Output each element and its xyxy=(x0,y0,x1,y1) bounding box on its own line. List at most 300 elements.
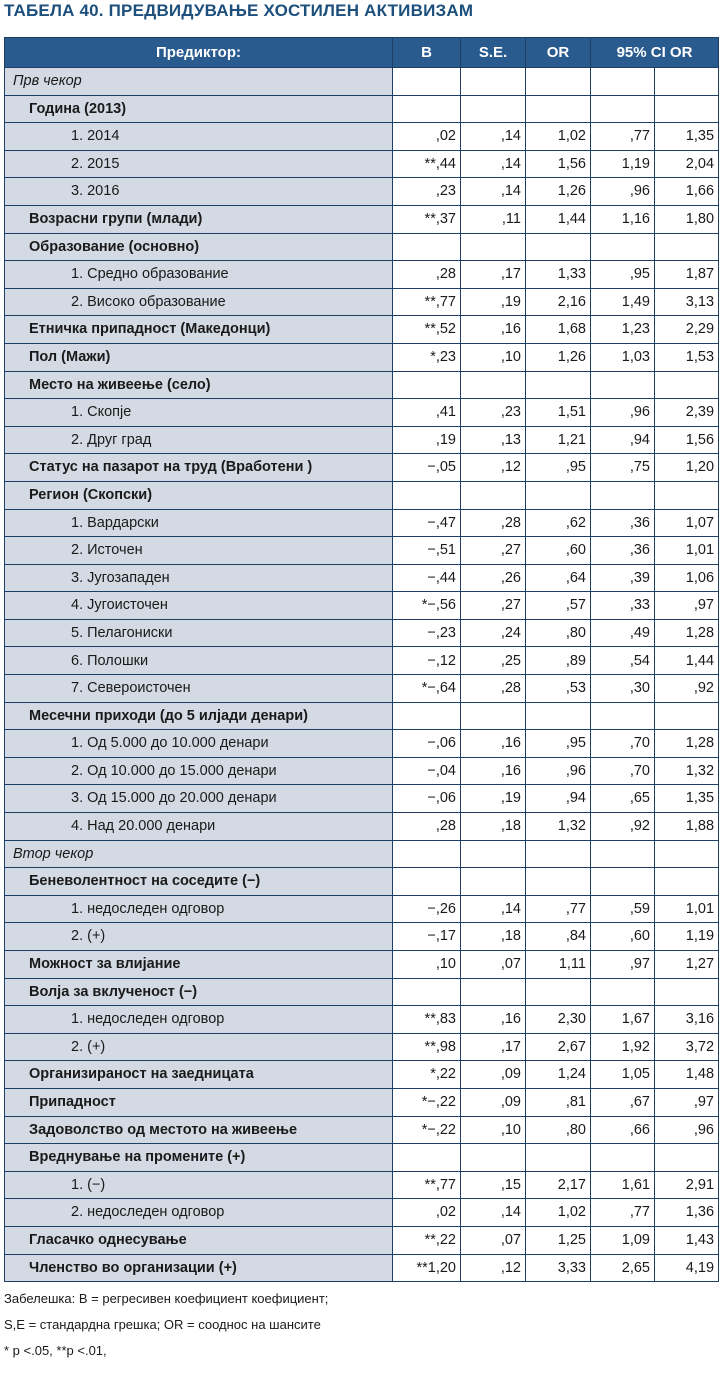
predictor-group-label: Регион (Скопски) xyxy=(5,481,393,509)
cell-se: ,12 xyxy=(461,1254,526,1282)
cell-lo xyxy=(591,868,655,896)
cell-lo: ,75 xyxy=(591,454,655,482)
cell-b: −,05 xyxy=(393,454,461,482)
cell-lo: ,94 xyxy=(591,426,655,454)
cell-hi: 1,87 xyxy=(655,261,719,289)
cell-b: −,51 xyxy=(393,537,461,565)
cell-lo: ,66 xyxy=(591,1116,655,1144)
predictor-category-label: 4. Над 20.000 денари xyxy=(5,813,393,841)
predictor-category-label: 5. Пелагониски xyxy=(5,619,393,647)
predictor-group-label: Пол (Мажи) xyxy=(5,343,393,371)
cell-se: ,28 xyxy=(461,675,526,703)
cell-or: 1,68 xyxy=(526,316,591,344)
cell-se: ,10 xyxy=(461,343,526,371)
cell-se: ,10 xyxy=(461,1116,526,1144)
cell-b xyxy=(393,233,461,261)
table-row xyxy=(5,675,719,703)
predictor-category-label: 1. недоследен одговор xyxy=(5,895,393,923)
cell-b: −,04 xyxy=(393,757,461,785)
cell-se: ,07 xyxy=(461,951,526,979)
cell-lo xyxy=(591,978,655,1006)
cell-b xyxy=(393,68,461,96)
cell-b: *−,56 xyxy=(393,592,461,620)
cell-hi: 1,35 xyxy=(655,785,719,813)
cell-lo: ,96 xyxy=(591,178,655,206)
cell-or: ,80 xyxy=(526,619,591,647)
cell-b: −,26 xyxy=(393,895,461,923)
predictor-category-label: 2. Источен xyxy=(5,537,393,565)
table-body xyxy=(5,68,719,1282)
step-label: Прв чекор xyxy=(5,68,393,96)
cell-lo: ,36 xyxy=(591,537,655,565)
cell-hi: ,97 xyxy=(655,592,719,620)
cell-b: ,28 xyxy=(393,261,461,289)
cell-lo: 1,03 xyxy=(591,343,655,371)
cell-or: 1,32 xyxy=(526,813,591,841)
table-row xyxy=(5,1061,719,1089)
cell-or: 2,67 xyxy=(526,1033,591,1061)
cell-or: ,80 xyxy=(526,1116,591,1144)
table-row xyxy=(5,371,719,399)
cell-or xyxy=(526,840,591,868)
cell-se: ,09 xyxy=(461,1088,526,1116)
cell-se xyxy=(461,702,526,730)
cell-b: **,98 xyxy=(393,1033,461,1061)
table-row xyxy=(5,537,719,565)
cell-se: ,17 xyxy=(461,1033,526,1061)
predictor-category-label: 7. Североисточен xyxy=(5,675,393,703)
cell-lo: ,54 xyxy=(591,647,655,675)
table-row xyxy=(5,619,719,647)
table-row xyxy=(5,813,719,841)
table-row xyxy=(5,1254,719,1282)
table-row xyxy=(5,895,719,923)
cell-lo: ,92 xyxy=(591,813,655,841)
cell-se: ,25 xyxy=(461,647,526,675)
cell-hi xyxy=(655,481,719,509)
cell-se xyxy=(461,868,526,896)
cell-se xyxy=(461,68,526,96)
cell-se: ,14 xyxy=(461,895,526,923)
table-row xyxy=(5,454,719,482)
cell-se: ,19 xyxy=(461,785,526,813)
table-row xyxy=(5,150,719,178)
table-row xyxy=(5,178,719,206)
cell-b: −,47 xyxy=(393,509,461,537)
cell-or: ,94 xyxy=(526,785,591,813)
cell-lo: ,70 xyxy=(591,730,655,758)
cell-hi xyxy=(655,1144,719,1172)
table-row xyxy=(5,840,719,868)
cell-se xyxy=(461,371,526,399)
cell-hi: 1,80 xyxy=(655,205,719,233)
predictor-group-label: Можност за влијание xyxy=(5,951,393,979)
cell-lo: ,30 xyxy=(591,675,655,703)
regression-table xyxy=(4,37,719,1282)
cell-se: ,28 xyxy=(461,509,526,537)
cell-se xyxy=(461,978,526,1006)
cell-hi: 1,35 xyxy=(655,123,719,151)
table-row xyxy=(5,1199,719,1227)
cell-hi: 1,66 xyxy=(655,178,719,206)
table-row xyxy=(5,426,719,454)
cell-hi: 3,16 xyxy=(655,1006,719,1034)
table-row xyxy=(5,978,719,1006)
cell-or: 1,25 xyxy=(526,1226,591,1254)
cell-hi xyxy=(655,840,719,868)
cell-lo: ,59 xyxy=(591,895,655,923)
cell-se: ,16 xyxy=(461,730,526,758)
cell-lo xyxy=(591,702,655,730)
predictor-group-label: Задоволство од местото на живеење xyxy=(5,1116,393,1144)
cell-hi: 1,53 xyxy=(655,343,719,371)
cell-hi: 2,29 xyxy=(655,316,719,344)
cell-b: *,23 xyxy=(393,343,461,371)
cell-se: ,16 xyxy=(461,316,526,344)
predictor-category-label: 1. Вардарски xyxy=(5,509,393,537)
cell-se: ,15 xyxy=(461,1171,526,1199)
cell-lo: ,77 xyxy=(591,123,655,151)
cell-b: **,22 xyxy=(393,1226,461,1254)
cell-b: ,28 xyxy=(393,813,461,841)
cell-se: ,14 xyxy=(461,150,526,178)
cell-hi: 1,36 xyxy=(655,1199,719,1227)
cell-lo: 1,05 xyxy=(591,1061,655,1089)
note-line-2: S,E = стандардна грешка; OR = сооднос на шансите xyxy=(4,1317,321,1332)
cell-lo: ,60 xyxy=(591,923,655,951)
cell-hi xyxy=(655,371,719,399)
cell-lo: 1,61 xyxy=(591,1171,655,1199)
cell-b: ,19 xyxy=(393,426,461,454)
cell-or: 1,26 xyxy=(526,343,591,371)
table-row xyxy=(5,68,719,96)
table-row xyxy=(5,785,719,813)
cell-b: −,06 xyxy=(393,785,461,813)
note-line-3: * p <.05, **p <.01, xyxy=(4,1343,107,1358)
cell-hi: ,92 xyxy=(655,675,719,703)
cell-lo: 1,23 xyxy=(591,316,655,344)
cell-hi: 2,04 xyxy=(655,150,719,178)
cell-or xyxy=(526,233,591,261)
cell-se: ,18 xyxy=(461,813,526,841)
cell-se xyxy=(461,1144,526,1172)
cell-b: −,23 xyxy=(393,619,461,647)
cell-lo xyxy=(591,95,655,123)
cell-b: ,02 xyxy=(393,123,461,151)
step-label: Втор чекор xyxy=(5,840,393,868)
cell-b: −,12 xyxy=(393,647,461,675)
cell-hi: ,96 xyxy=(655,1116,719,1144)
predictor-category-label: 2. Од 10.000 до 15.000 денари xyxy=(5,757,393,785)
table-row xyxy=(5,1171,719,1199)
cell-lo: ,95 xyxy=(591,261,655,289)
cell-lo: 1,16 xyxy=(591,205,655,233)
cell-or: ,77 xyxy=(526,895,591,923)
cell-b xyxy=(393,371,461,399)
cell-hi: 1,56 xyxy=(655,426,719,454)
table-row xyxy=(5,261,719,289)
cell-hi: 2,39 xyxy=(655,399,719,427)
cell-b: **,44 xyxy=(393,150,461,178)
cell-b: **1,20 xyxy=(393,1254,461,1282)
cell-hi: 1,48 xyxy=(655,1061,719,1089)
cell-b: −,06 xyxy=(393,730,461,758)
predictor-category-label: 2. недоследен одговор xyxy=(5,1199,393,1227)
header-predictor: Предиктор: xyxy=(5,38,393,68)
predictor-category-label: 1. (−) xyxy=(5,1171,393,1199)
cell-b xyxy=(393,840,461,868)
cell-hi: 1,44 xyxy=(655,647,719,675)
table-title-text: ПРЕДВИДУВАЊЕ ХОСТИЛЕН АКТИВИЗАМ xyxy=(103,1,474,20)
cell-lo: ,97 xyxy=(591,951,655,979)
predictor-group-label: Вреднување на промените (+) xyxy=(5,1144,393,1172)
cell-b: **,77 xyxy=(393,288,461,316)
cell-lo xyxy=(591,68,655,96)
cell-or xyxy=(526,481,591,509)
table-row xyxy=(5,868,719,896)
cell-or: ,64 xyxy=(526,564,591,592)
cell-b xyxy=(393,868,461,896)
cell-b: *−,22 xyxy=(393,1088,461,1116)
cell-b: *−,22 xyxy=(393,1116,461,1144)
predictor-category-label: 4. Југоисточен xyxy=(5,592,393,620)
table-row xyxy=(5,1226,719,1254)
cell-or xyxy=(526,68,591,96)
cell-hi: 1,06 xyxy=(655,564,719,592)
cell-lo: ,36 xyxy=(591,509,655,537)
table-title xyxy=(4,1,473,21)
cell-b: ,23 xyxy=(393,178,461,206)
cell-hi: 1,43 xyxy=(655,1226,719,1254)
cell-b: **,77 xyxy=(393,1171,461,1199)
cell-b: ,10 xyxy=(393,951,461,979)
cell-or: ,95 xyxy=(526,730,591,758)
predictor-category-label: 6. Полошки xyxy=(5,647,393,675)
table-row xyxy=(5,757,719,785)
predictor-category-label: 1. Средно образование xyxy=(5,261,393,289)
table-number: ТАБЕЛА 40. xyxy=(4,1,104,20)
predictor-category-label: 3. 2016 xyxy=(5,178,393,206)
predictor-group-label: Место на живеење (село) xyxy=(5,371,393,399)
cell-hi: ,97 xyxy=(655,1088,719,1116)
cell-se: ,17 xyxy=(461,261,526,289)
cell-or: 1,02 xyxy=(526,1199,591,1227)
cell-se: ,14 xyxy=(461,1199,526,1227)
cell-se: ,26 xyxy=(461,564,526,592)
table-row xyxy=(5,564,719,592)
predictor-group-label: Членство во организации (+) xyxy=(5,1254,393,1282)
header-se: S.E. xyxy=(461,38,526,68)
cell-se xyxy=(461,233,526,261)
cell-b: **,52 xyxy=(393,316,461,344)
predictor-group-label: Возрасни групи (млади) xyxy=(5,205,393,233)
cell-or: ,89 xyxy=(526,647,591,675)
cell-lo xyxy=(591,481,655,509)
cell-or: 2,30 xyxy=(526,1006,591,1034)
cell-or: ,96 xyxy=(526,757,591,785)
cell-lo: ,33 xyxy=(591,592,655,620)
cell-b xyxy=(393,95,461,123)
predictor-group-label: Месечни приходи (до 5 илјади денари) xyxy=(5,702,393,730)
cell-or: 1,02 xyxy=(526,123,591,151)
cell-se: ,14 xyxy=(461,178,526,206)
cell-or: ,53 xyxy=(526,675,591,703)
cell-or xyxy=(526,1144,591,1172)
table-row xyxy=(5,1006,719,1034)
cell-hi xyxy=(655,233,719,261)
predictor-category-label: 3. Југозападен xyxy=(5,564,393,592)
cell-lo xyxy=(591,233,655,261)
header-row xyxy=(5,38,719,68)
cell-se: ,27 xyxy=(461,537,526,565)
table-row xyxy=(5,95,719,123)
cell-or: 2,17 xyxy=(526,1171,591,1199)
cell-or xyxy=(526,371,591,399)
cell-or: 1,26 xyxy=(526,178,591,206)
cell-b: ,41 xyxy=(393,399,461,427)
cell-se: ,19 xyxy=(461,288,526,316)
predictor-category-label: 2. (+) xyxy=(5,1033,393,1061)
predictor-group-label: Припадност xyxy=(5,1088,393,1116)
cell-hi: 1,88 xyxy=(655,813,719,841)
cell-or: ,84 xyxy=(526,923,591,951)
cell-hi: 1,28 xyxy=(655,619,719,647)
predictor-category-label: 2. (+) xyxy=(5,923,393,951)
cell-lo: ,49 xyxy=(591,619,655,647)
cell-or: 1,56 xyxy=(526,150,591,178)
cell-hi: 4,19 xyxy=(655,1254,719,1282)
cell-se: ,11 xyxy=(461,205,526,233)
cell-b: **,37 xyxy=(393,205,461,233)
cell-or xyxy=(526,978,591,1006)
cell-lo: 2,65 xyxy=(591,1254,655,1282)
cell-b: ,02 xyxy=(393,1199,461,1227)
predictor-group-label: Беневолентност на соседите (−) xyxy=(5,868,393,896)
predictor-category-label: 2. Друг град xyxy=(5,426,393,454)
cell-se xyxy=(461,481,526,509)
table-row xyxy=(5,316,719,344)
cell-lo: ,77 xyxy=(591,1199,655,1227)
table-row xyxy=(5,1144,719,1172)
table-row xyxy=(5,702,719,730)
cell-lo: 1,67 xyxy=(591,1006,655,1034)
cell-or: ,95 xyxy=(526,454,591,482)
cell-lo xyxy=(591,371,655,399)
predictor-group-label: Волја за вклученост (−) xyxy=(5,978,393,1006)
cell-or xyxy=(526,702,591,730)
cell-b: *−,64 xyxy=(393,675,461,703)
cell-se: ,16 xyxy=(461,757,526,785)
cell-hi: 1,28 xyxy=(655,730,719,758)
table-row xyxy=(5,509,719,537)
cell-hi xyxy=(655,68,719,96)
cell-or: 2,16 xyxy=(526,288,591,316)
cell-hi xyxy=(655,702,719,730)
predictor-category-label: 2. 2015 xyxy=(5,150,393,178)
cell-hi xyxy=(655,978,719,1006)
cell-lo: 1,19 xyxy=(591,150,655,178)
predictor-group-label: Организираност на заедницата xyxy=(5,1061,393,1089)
table-row xyxy=(5,730,719,758)
cell-se: ,14 xyxy=(461,123,526,151)
cell-hi: 1,20 xyxy=(655,454,719,482)
cell-b xyxy=(393,481,461,509)
cell-se: ,07 xyxy=(461,1226,526,1254)
predictor-group-label: Гласачко однесување xyxy=(5,1226,393,1254)
table-row xyxy=(5,481,719,509)
cell-se: ,09 xyxy=(461,1061,526,1089)
cell-se: ,13 xyxy=(461,426,526,454)
predictor-group-label: Статус на пазарот на труд (Вработени ) xyxy=(5,454,393,482)
cell-se: ,12 xyxy=(461,454,526,482)
cell-lo: ,96 xyxy=(591,399,655,427)
cell-or: ,62 xyxy=(526,509,591,537)
cell-hi: 3,13 xyxy=(655,288,719,316)
cell-or: ,57 xyxy=(526,592,591,620)
header-or: OR xyxy=(526,38,591,68)
cell-se xyxy=(461,840,526,868)
predictor-group-label: Етничка припадност (Македонци) xyxy=(5,316,393,344)
predictor-category-label: 3. Од 15.000 до 20.000 денари xyxy=(5,785,393,813)
cell-hi: 2,91 xyxy=(655,1171,719,1199)
table-row xyxy=(5,123,719,151)
cell-or: 3,33 xyxy=(526,1254,591,1282)
predictor-group-label: Година (2013) xyxy=(5,95,393,123)
cell-se xyxy=(461,95,526,123)
header-ci: 95% CI OR xyxy=(591,38,719,68)
cell-or: ,60 xyxy=(526,537,591,565)
table-row xyxy=(5,647,719,675)
cell-hi: 3,72 xyxy=(655,1033,719,1061)
table-row xyxy=(5,399,719,427)
cell-or: 1,11 xyxy=(526,951,591,979)
cell-hi: 1,19 xyxy=(655,923,719,951)
header-b: B xyxy=(393,38,461,68)
cell-or: 1,24 xyxy=(526,1061,591,1089)
predictor-category-label: 2. Високо образование xyxy=(5,288,393,316)
table-row xyxy=(5,1033,719,1061)
cell-lo: ,67 xyxy=(591,1088,655,1116)
cell-or xyxy=(526,868,591,896)
cell-hi: 1,27 xyxy=(655,951,719,979)
cell-hi: 1,01 xyxy=(655,895,719,923)
cell-b: *,22 xyxy=(393,1061,461,1089)
table-row xyxy=(5,343,719,371)
predictor-category-label: 1. 2014 xyxy=(5,123,393,151)
cell-hi xyxy=(655,868,719,896)
table-row xyxy=(5,1116,719,1144)
cell-b xyxy=(393,978,461,1006)
cell-lo: 1,09 xyxy=(591,1226,655,1254)
cell-lo: ,39 xyxy=(591,564,655,592)
table-row xyxy=(5,205,719,233)
cell-se: ,23 xyxy=(461,399,526,427)
cell-b: −,17 xyxy=(393,923,461,951)
cell-se: ,24 xyxy=(461,619,526,647)
cell-or: 1,51 xyxy=(526,399,591,427)
cell-b xyxy=(393,1144,461,1172)
predictor-category-label: 1. недоследен одговор xyxy=(5,1006,393,1034)
cell-lo xyxy=(591,1144,655,1172)
cell-hi: 1,32 xyxy=(655,757,719,785)
table-row xyxy=(5,923,719,951)
cell-lo: 1,49 xyxy=(591,288,655,316)
predictor-category-label: 1. Скопје xyxy=(5,399,393,427)
table-row xyxy=(5,951,719,979)
predictor-group-label: Образование (основно) xyxy=(5,233,393,261)
table-row xyxy=(5,592,719,620)
cell-lo: 1,92 xyxy=(591,1033,655,1061)
